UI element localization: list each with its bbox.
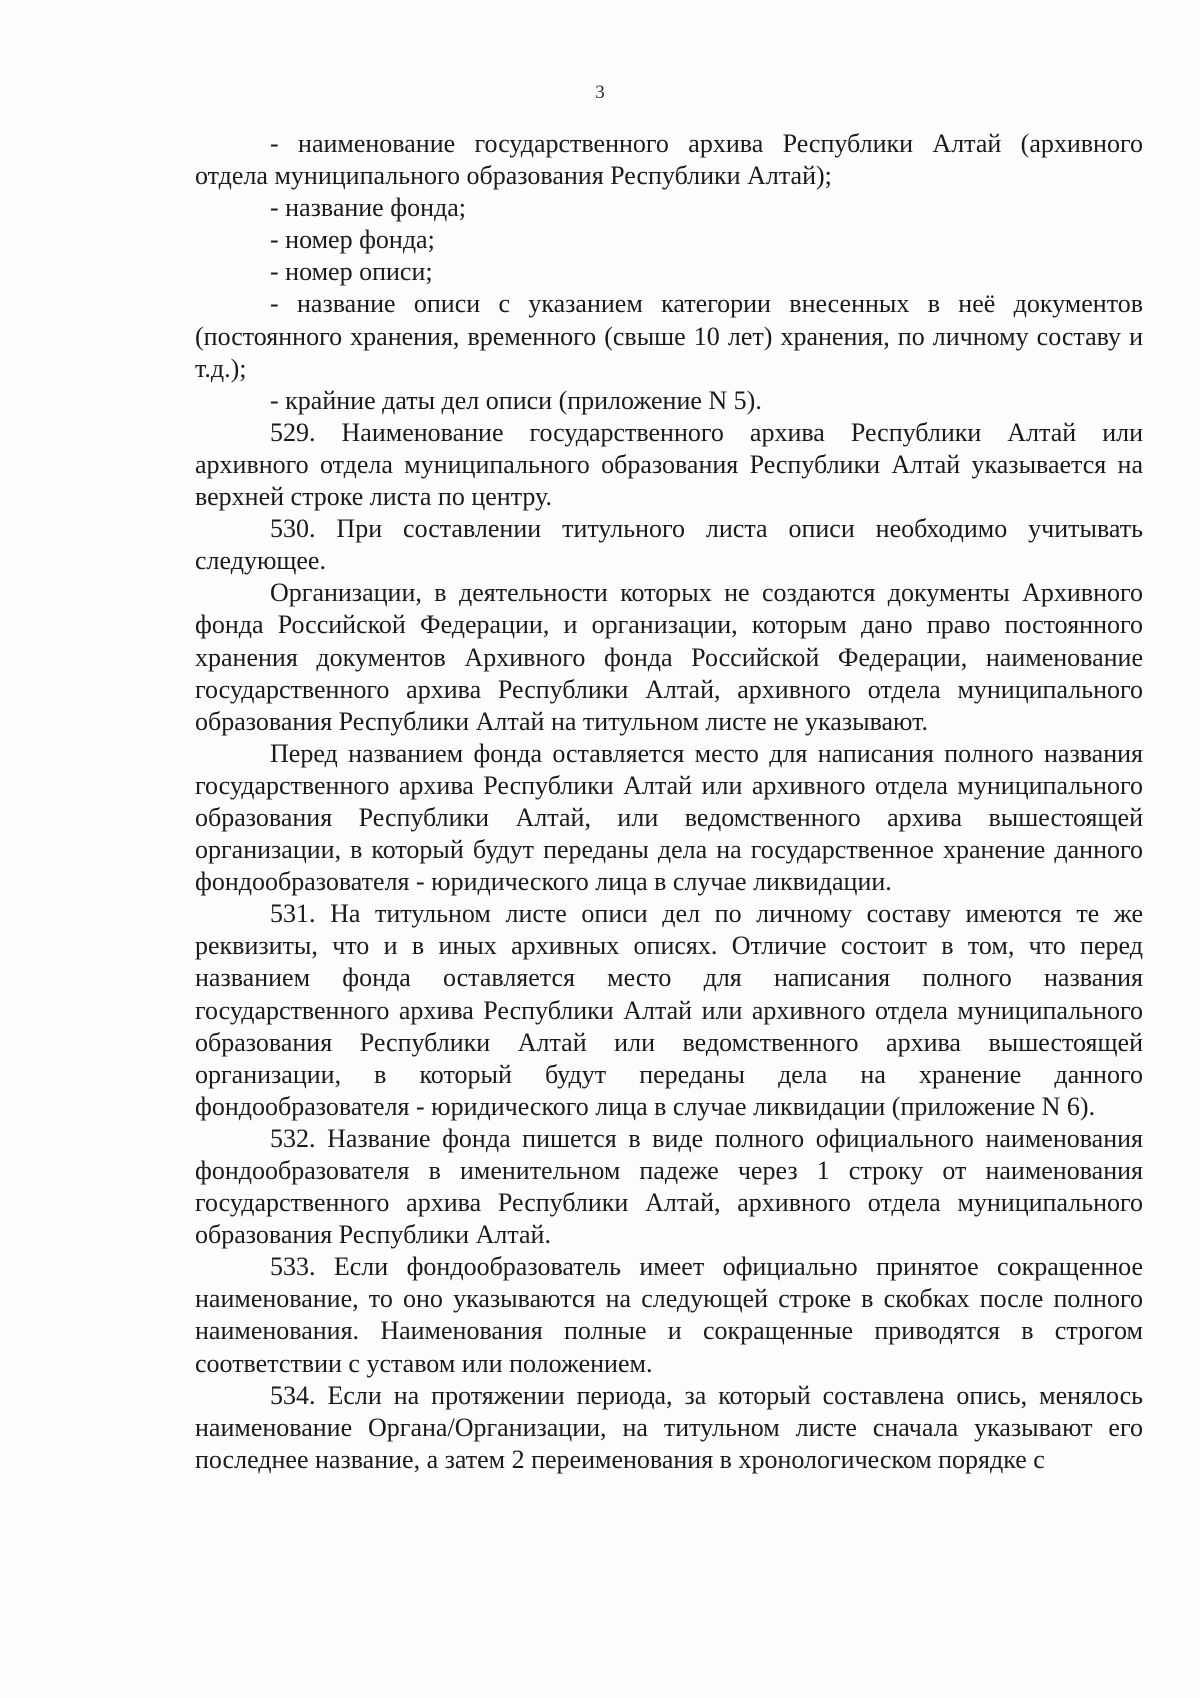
paragraph-fund-number-item: - номер фонда; (270, 225, 435, 255)
paragraph-before-fund-name: Перед названием фонда оставляется место для написания полного названия государственного архива Республики Алтай или архивного отдела муниципального образования Республики Алтай, или ведомственного архива вышестоящей организации, в который будут переданы дела на государственное хранение данного фондообразователя - юридического лица в случае ликвидации. (195, 738, 1143, 897)
paragraph-inventory-number-item: - номер описи; (270, 257, 433, 287)
paragraph-529: 529. Наименование государственного архива Республики Алтай или архивного отдела муниципального образования Республики Алтай указывается на верхней строке листа по центру. (195, 417, 1143, 512)
paragraph-533: 533. Если фондообразователь имеет официально принятое сокращенное наименование, то оно указываются на следующей строке в скобках после полного наименования. Наименования полные и сокращенные приводятся в строгом соответствии с уставом или положением. (195, 1252, 1143, 1378)
paragraph-inventory-title-item: - название описи с указанием категории внесенных в неё документов (постоянного хранения, временного (свыше 10 лет) хранения, по личному составу и т.д.); (195, 289, 1143, 383)
paragraph-fund-name-item: - название фонда; (270, 193, 466, 223)
document-body (195, 128, 1143, 1476)
paragraph-archive-name-item: - наименование государственного архива Республики Алтай (архивного отдела муниципального образования Республики Алтай); (195, 129, 1143, 191)
page-number: 3 (595, 82, 605, 103)
paragraph-530: 530. При составлении титульного листа описи необходимо учитывать следующее. (195, 514, 1143, 576)
paragraph-532: 532. Название фонда пишется в виде полного официального наименования фондообразователя в именительном падеже через 1 строку от наименования государственного архива Республики Алтай, архивного отдела муниципального образования Республики Алтай. (195, 1123, 1143, 1250)
paragraph-531: 531. На титульном листе описи дел по личному составу имеются те же реквизиты, что и в иных архивных описях. Отличие состоит в том, что перед названием фонда оставляется место для написания полного названия государственного архива Республики Алтай или архивного отдела муниципального образования Республики Алтай или ведомственного архива вышестоящей организации, в который будут переданы дела на хранение данного фондообразователя - юридического лица в случае ликвидации (приложение N 6). (195, 899, 1143, 1121)
paragraph-organizations: Организации, в деятельности которых не создаются документы Архивного фонда Российской Федерации, и организации, которым дано право постоянного хранения документов Архивного фонда Российской Федерации, наименование государственного архива Республики Алтай, архивного отдела муниципального образования Республики Алтай на титульном листе не указывают. (195, 578, 1143, 736)
paragraph-534: 534. Если на протяжении периода, за который составлена опись, менялось наименование Органа/Организации, на титульном листе сначала указывают его последнее название, а затем 2 переименования в хронологическом порядке с (195, 1380, 1143, 1474)
paragraph-date-range-item: - крайние даты дел описи (приложение N 5). (270, 385, 762, 415)
